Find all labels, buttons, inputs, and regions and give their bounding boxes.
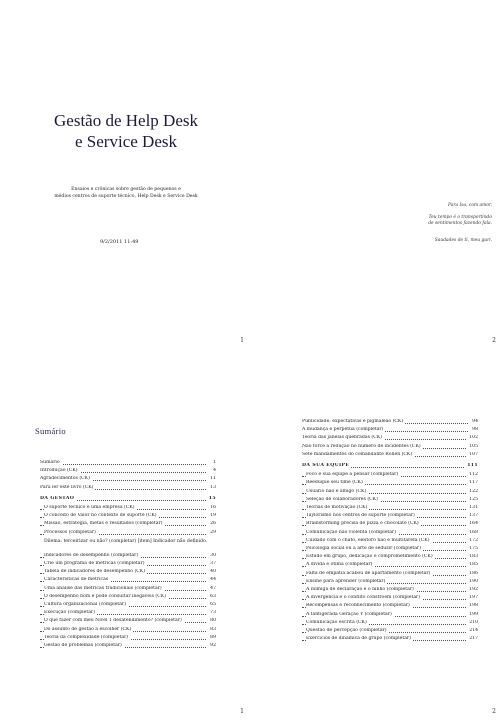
toc-entry-page: 137 [469, 513, 478, 519]
toc-entry-title: Psicologia social ou a arte de seduzir (completar) [306, 546, 421, 551]
toc-entry-page: 94 [472, 419, 478, 424]
book-title-line-2: e Service Desk [75, 132, 177, 151]
toc-entry [40, 610, 216, 618]
toc-entry-title: Brainstorming precisa de pizza e chocolate (CK) [306, 521, 419, 527]
toc-entry-title: Uma análise das métricas tradicionais (completar) [44, 585, 162, 591]
toc-entry-title: Processos (completar) [44, 529, 96, 535]
toc-entry [40, 561, 216, 569]
toc-entry [302, 497, 478, 505]
toc-entry-page: 117 [469, 480, 478, 486]
toc-entry [40, 643, 216, 651]
toc-entry [40, 594, 216, 602]
toc-entry [302, 603, 478, 611]
toc-entry-page: 26 [210, 521, 216, 527]
subtitle-line-1: Ensaios e crônicas sobre gestão de pequenos e [71, 187, 181, 192]
toc-entry-page: 192 [469, 587, 478, 592]
toc-entry-page: 47 [210, 585, 216, 591]
toc-entry-title: Indicadores de desempenho (completar) [44, 552, 139, 558]
toc-entry-title: O suporte técnico é uma empresa (CK) [44, 505, 135, 510]
toc-entry-page: 44 [210, 577, 216, 583]
toc-section-heading [302, 463, 478, 471]
toc-entry-page: 210 [469, 619, 478, 625]
toc-entry-title: Teoria da complexidade (completar) [44, 634, 129, 640]
book-title [0, 110, 252, 152]
document-page-4 [252, 362, 504, 724]
toc-entry-title: Comunicação escrita (CK) [306, 619, 367, 625]
toc-entry-page: 197 [469, 595, 478, 601]
toc-entry-page: 15 [208, 495, 216, 501]
toc-entry [40, 530, 216, 538]
toc-entry-page: 63 [210, 593, 216, 599]
toc-entry-title: Características de métricas [44, 577, 109, 583]
toc-entry-title: Exercícios de dinâmica de grupo (completar) [306, 636, 411, 642]
toc-entry-title: Foco e sua equipe a pensar (completar) [306, 472, 399, 478]
toc-entry-page: 65 [210, 602, 216, 607]
toc-entry [302, 444, 478, 452]
toc-entry [302, 546, 478, 554]
book-subtitle [36, 186, 216, 200]
toc-entry [302, 579, 478, 587]
toc-entry [40, 468, 216, 476]
toc-leader-dots [40, 464, 206, 465]
toc-entry-title: A mudança é perpétua (completar) [302, 427, 384, 433]
toc-entry-title: Usuário não é amigo (CK) [306, 488, 367, 494]
toc-entry-title: Ensine para aprender (completar) [306, 578, 386, 584]
toc-entry [302, 562, 478, 570]
toc-entry [40, 505, 216, 513]
toc-entry-page: 73 [210, 610, 216, 616]
toc-entry-title: Execução (completar) [44, 610, 95, 616]
toc-entry [40, 586, 216, 594]
toc-entry [40, 602, 216, 610]
toc-entry-title: DA SUA EQUIPE [302, 463, 350, 468]
document-page-1 [0, 0, 252, 362]
toc-entry-page: 16 [210, 505, 216, 510]
toc-entry [302, 505, 478, 513]
toc-entry-title: Falta de empatia acabou de apartamento (completar) [306, 570, 431, 576]
toc-entry-title: Reeduque seu time (CK) [306, 480, 363, 486]
toc-entry-title: O conceito de Valor no contexto de suporte (CK) [44, 513, 157, 519]
toc-entry [302, 620, 478, 628]
epigraph-dedication: Para Isa, com amor. [448, 203, 492, 208]
toc-entry-title: O que fazer com meu Nível 1 desatendimento? (completar) [44, 618, 182, 624]
toc-entry-page: 185 [469, 562, 478, 568]
toc-entry-page: 105 [469, 443, 478, 449]
toc-entry [40, 485, 216, 493]
toc-entry-page: 83 [210, 626, 216, 632]
toc-entry-title: Sumário [40, 460, 60, 465]
toc-entry-page: 198 [469, 603, 478, 609]
toc-entry-page: 40 [210, 569, 216, 575]
toc-entry-page: 19 [210, 513, 216, 519]
document-page-2 [252, 0, 504, 362]
toc-entry-page: 112 [469, 472, 478, 478]
toc-entry-title: A divida é ótima (completar) [306, 562, 373, 568]
toc-entry [40, 521, 216, 529]
toc-entry-page: 190 [469, 578, 478, 584]
toc-entry-page: 186 [469, 570, 478, 576]
toc-entry [302, 513, 478, 521]
toc-entry-title: Sete mandamentos do comandante Rollen (CK) [302, 451, 413, 457]
toc-entry-title: Não force a redução no número de incidentes (CK) [302, 443, 421, 449]
toc-entry-title: Gestão de problemas (completar) [44, 643, 122, 648]
toc-entry [302, 530, 478, 538]
toc-entry-title: Comunicação não violenta (completar) [306, 529, 397, 535]
toc-entry [302, 554, 478, 562]
toc-entry-title: O desempenho bom e pode consultar inegáveis (CK) [44, 593, 166, 599]
page-number: 1 [240, 337, 244, 344]
toc-entry-title: Tabela de indicadores de desempenho (CK) [44, 569, 146, 575]
toc-entry-page: 92 [210, 643, 216, 648]
toc-entry-page: 199 [469, 611, 478, 617]
page-number: 1 [240, 708, 244, 715]
table-of-contents [40, 460, 216, 710]
toc-entry-page: 29 [210, 529, 216, 535]
toc-entry [302, 587, 478, 595]
toc-entry [40, 553, 216, 561]
toc-entry-page: 111 [467, 463, 478, 468]
toc-entry-page: 107 [469, 451, 478, 457]
toc-entry-page: 37 [210, 561, 216, 566]
toc-entry-title: Do assunto de gestão a escolher (CK) [44, 626, 132, 632]
toc-entry-title: DA GESTÃO [40, 495, 75, 501]
toc-entry-page: 4 [213, 468, 216, 474]
toc-entry-page: 131 [469, 505, 478, 510]
toc-entry [302, 435, 478, 443]
toc-entry [302, 472, 478, 480]
toc-entry-page: 98 [472, 427, 478, 433]
table-of-contents-continued [302, 419, 478, 709]
toc-heading: Sumário [35, 426, 66, 436]
toc-entry-page: 11 [210, 476, 216, 482]
toc-entry [302, 489, 478, 497]
toc-entry-page: 217 [469, 636, 478, 642]
toc-entry-title: Publicidade, expectativas e pigmaleão (CK) [302, 419, 404, 424]
toc-entry-page: 214 [469, 628, 478, 633]
toc-entry-title: Para ler este livro (CK) [40, 484, 94, 490]
toc-entry [40, 618, 216, 626]
toc-entry-title: Introdução (CK) [40, 468, 78, 474]
toc-entry [40, 635, 216, 643]
toc-entry-page: 30 [210, 552, 216, 558]
toc-entry [40, 460, 216, 468]
toc-entry-title: Estudo em grupo, dedicação e comprometimento (CK) [306, 554, 433, 560]
subtitle-line-2: médios centros de suporte técnico, Help Desk e Service Desk [54, 194, 198, 199]
toc-entry-title: Crie um programa de métricas (completar) [44, 561, 145, 566]
toc-entry-page: 102 [469, 435, 478, 441]
toc-entry-title: Questão de percepção (completar) [306, 628, 387, 633]
toc-entry-page: 164 [469, 521, 478, 527]
toc-entry-page: 80 [210, 618, 216, 624]
toc-entry-page: 172 [469, 537, 478, 543]
toc-entry [302, 628, 478, 636]
toc-entry-title: A fantigerada Geração Y (completar) [306, 611, 392, 617]
toc-entry-title: Seleção de colaboradores (CK) [306, 496, 378, 502]
toc-entry-page: 168 [469, 529, 478, 535]
toc-entry [302, 636, 478, 644]
toc-entry [302, 480, 478, 488]
toc-entry [302, 452, 478, 460]
page-number: 2 [492, 337, 496, 344]
toc-entry-title: Teorias de motivação (CK) [306, 505, 368, 510]
toc-entry-title: Taylorismo nos centros de suporte (completar) [306, 513, 415, 519]
toc-entry [302, 538, 478, 546]
toc-entry [302, 595, 478, 603]
toc-entry-title: Agradecimentos (CK) [40, 476, 90, 482]
toc-entry [302, 521, 478, 529]
toc-entry-page: 183 [469, 554, 478, 560]
toc-entry-page: 175 [469, 546, 478, 551]
toc-entry-page: 1 [213, 460, 216, 465]
toc-entry [40, 513, 216, 521]
epigraph-line-2: Teu tempo é o transportindo [428, 215, 492, 220]
toc-entry-page: 122 [469, 488, 478, 494]
toc-entry [40, 476, 216, 484]
toc-entry [302, 419, 478, 427]
epigraph-line-3: de sentimentos fazendo fala. [428, 221, 492, 226]
toc-entry-title: Missão, estratégia, metas e resultados (completar) [44, 521, 163, 527]
toc-entry-title: Recompensas e reconhecimento (completar) [306, 603, 410, 609]
toc-section-heading [40, 496, 216, 504]
datestamp: 9/2/2011 11:49 [100, 239, 139, 245]
toc-entry [302, 571, 478, 579]
toc-entry-title: Cuidado com o chato, eleitoro não é multitarefa (CK) [306, 537, 430, 543]
toc-entry-title: Cultura organizacional (completar) [44, 602, 126, 607]
toc-entry-page: 13 [210, 484, 216, 490]
document-page-3 [0, 362, 252, 724]
book-title-line-1: Gestão de Help Desk [54, 111, 198, 130]
toc-entry-title: A divergência e o conflito constroem (completar) [306, 595, 421, 601]
toc-entry [40, 577, 216, 585]
toc-entry-page: 125 [469, 496, 478, 502]
toc-entry-wrapped: Dilema: terceirizar ou não? (completar) [item] Indicador não definido. [44, 538, 208, 544]
toc-entry-title: Teoria das janelas quebradas (CK) [302, 435, 382, 441]
toc-entry [40, 627, 216, 635]
toc-entry [40, 569, 216, 577]
toc-entry-title: A inimiga de declaração e o ninho (completar) [306, 587, 414, 592]
epigraph-line-4: Saudades de ti, meu guri. [434, 238, 492, 243]
page-number: 2 [492, 708, 496, 715]
toc-entry [302, 612, 478, 620]
toc-entry-page: 89 [210, 634, 216, 640]
toc-entry [302, 427, 478, 435]
